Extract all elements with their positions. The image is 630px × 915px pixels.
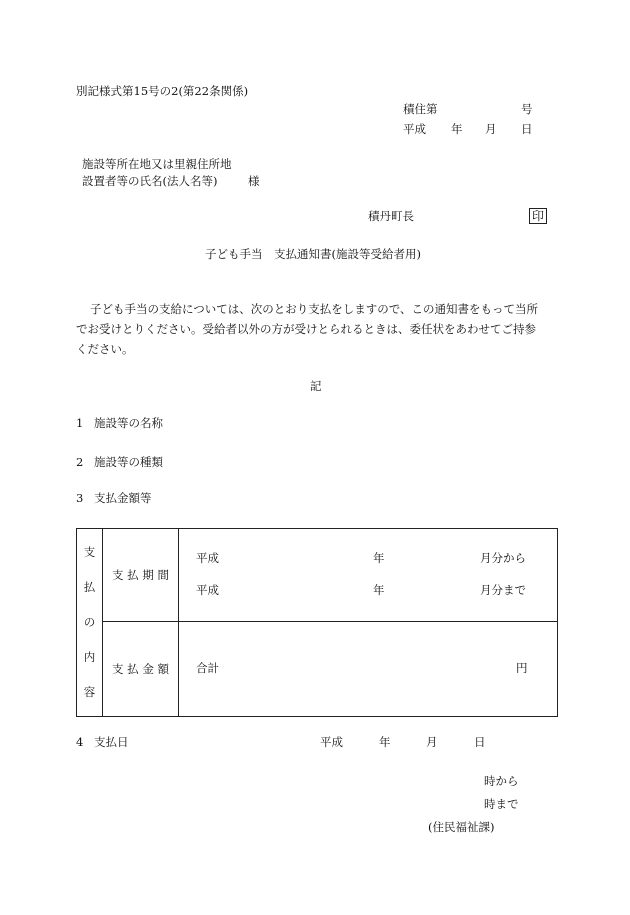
- vertical-char: 支: [83, 545, 96, 559]
- amount-total-label: 合計: [196, 661, 219, 675]
- issue-date-year: 年: [451, 122, 463, 136]
- payment-year: 年: [379, 735, 391, 749]
- period-values: [179, 529, 558, 622]
- period-from-era: 平成: [196, 551, 219, 565]
- ki-heading: 記: [310, 379, 322, 393]
- payment-content-table: [76, 528, 558, 717]
- vertical-char: の: [83, 615, 96, 629]
- body-line-3: ください。: [76, 342, 134, 356]
- period-label: 支 払 期 間: [103, 529, 179, 622]
- item-4-label: 支払日: [94, 735, 129, 749]
- item-1-number: 1: [76, 416, 84, 430]
- issuer-name: 積丹町長: [368, 209, 414, 223]
- body-line-2: でお受けとりください。受給者以外の方が受けとられるときは、委任状をあわせてご持参: [76, 322, 536, 336]
- addressee-honorific: 様: [248, 174, 260, 188]
- period-to-year: 年: [373, 583, 385, 597]
- doc-number-suffix: 号: [521, 102, 533, 116]
- item-4-number: 4: [76, 735, 84, 749]
- vertical-header: [77, 529, 103, 717]
- addressee-name: 設置者等の氏名(法人名等): [82, 174, 218, 188]
- period-from-suffix: 月分から: [480, 551, 526, 565]
- item-2-number: 2: [76, 455, 84, 469]
- vertical-char: 容: [83, 685, 96, 699]
- item-3-label: 支払金額等: [94, 491, 152, 505]
- amount-unit: 円: [516, 661, 528, 675]
- issuer-seal: [529, 208, 547, 224]
- payment-month: 月: [426, 735, 438, 749]
- amount-label: 支 払 金 額: [103, 622, 179, 717]
- document-title: 子ども手当 支払通知書(施設等受給者用): [205, 247, 421, 261]
- item-1-label: 施設等の名称: [94, 416, 163, 430]
- period-to-era: 平成: [196, 583, 219, 597]
- period-to-suffix: 月分まで: [480, 583, 526, 597]
- department: (住民福祉課): [428, 820, 495, 834]
- vertical-char: 内: [83, 650, 96, 664]
- payment-time-from: 時から: [484, 774, 519, 788]
- body-line-1: 子ども手当の支給については、次のとおり支払をしますので、この通知書をもって当所: [90, 302, 539, 316]
- issue-date-month: 月: [485, 122, 497, 136]
- payment-day: 日: [474, 735, 486, 749]
- seal-mark: 印: [529, 208, 547, 224]
- period-from-year: 年: [373, 551, 385, 565]
- doc-number-prefix: 積住第: [403, 102, 438, 116]
- item-2-label: 施設等の種類: [94, 455, 163, 469]
- form-number: 別記様式第15号の2(第22条関係): [76, 84, 249, 98]
- amount-values: [179, 622, 558, 717]
- addressee-location: 施設等所在地又は里親住所地: [82, 157, 232, 171]
- payment-time-to: 時まで: [484, 797, 519, 811]
- issue-date-day: 日: [521, 122, 533, 136]
- issue-date-era: 平成: [403, 122, 426, 136]
- item-3-number: 3: [76, 491, 84, 505]
- payment-era: 平成: [320, 735, 343, 749]
- vertical-char: 払: [83, 580, 96, 594]
